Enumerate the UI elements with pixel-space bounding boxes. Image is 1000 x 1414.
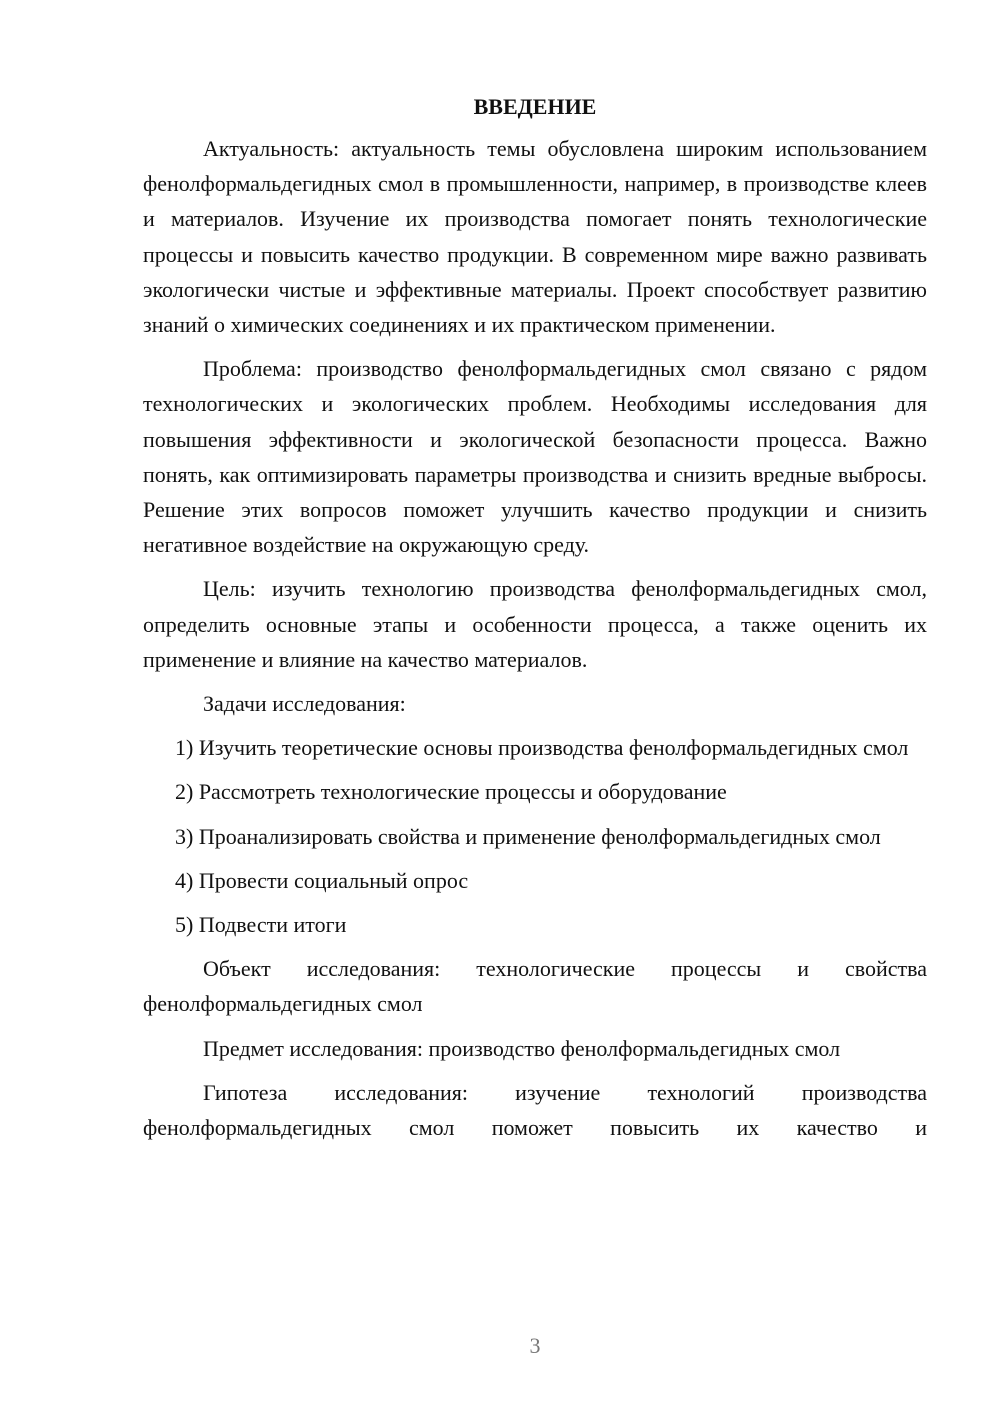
page-title: ВВЕДЕНИЕ (473, 94, 597, 119)
task-item-5: 5) Подвести итоги (175, 912, 347, 938)
task-item-1: 1) Изучить теоретические основы производства фенолформальдегидных смол (175, 735, 909, 761)
document-page (143, 92, 927, 1154)
page-number: 3 (529, 1333, 541, 1358)
paragraph-goal: Цель: изучить технологию производства фенолформальдегидных смол, определить основные этапы и особенности процесса, а также оценить их применение и влияние на качество материалов. (143, 576, 927, 672)
paragraph-hypothesis: Гипотеза исследования: изучение технологий производства фенолформальдегидных смол поможет повысить их качество и (143, 1079, 927, 1141)
paragraph-relevance: Актуальность: актуальность темы обусловлена широким использованием фенолформальдегидных смол в промышленности, например, в производстве клеев и материалов. Изучение их производства помогает понять технологические процессы и повысить качество продукции. В современном мире важно развивать экологически чистые и эффективные материалы. Проект способствует развитию знаний о химических соединениях и их практическом применении. (143, 136, 927, 338)
task-item-4: 4) Провести социальный опрос (175, 867, 469, 893)
paragraph-problem: Проблема: производство фенолформальдегидных смол связано с рядом технологических и экологических проблем. Необходимы исследования для повышения эффективности и экологической безопасности процесса. Важно понять, как оптимизировать параметры производства и снизить вредные выбросы. Решение этих вопросов поможет улучшить качество продукции и снизить негативное воздействие на окружающую среду. (143, 356, 927, 558)
paragraph-object: Объект исследования: технологические процессы и свойства фенолформальдегидных смол (143, 956, 927, 1017)
tasks-heading: Задачи исследования: (203, 691, 406, 717)
task-item-3: 3) Проанализировать свойства и применение фенолформальдегидных смол (175, 823, 881, 849)
task-item-2: 2) Рассмотреть технологические процессы и оборудование (175, 779, 727, 805)
paragraph-subject: Предмет исследования: производство фенолформальдегидных смол (203, 1035, 841, 1061)
